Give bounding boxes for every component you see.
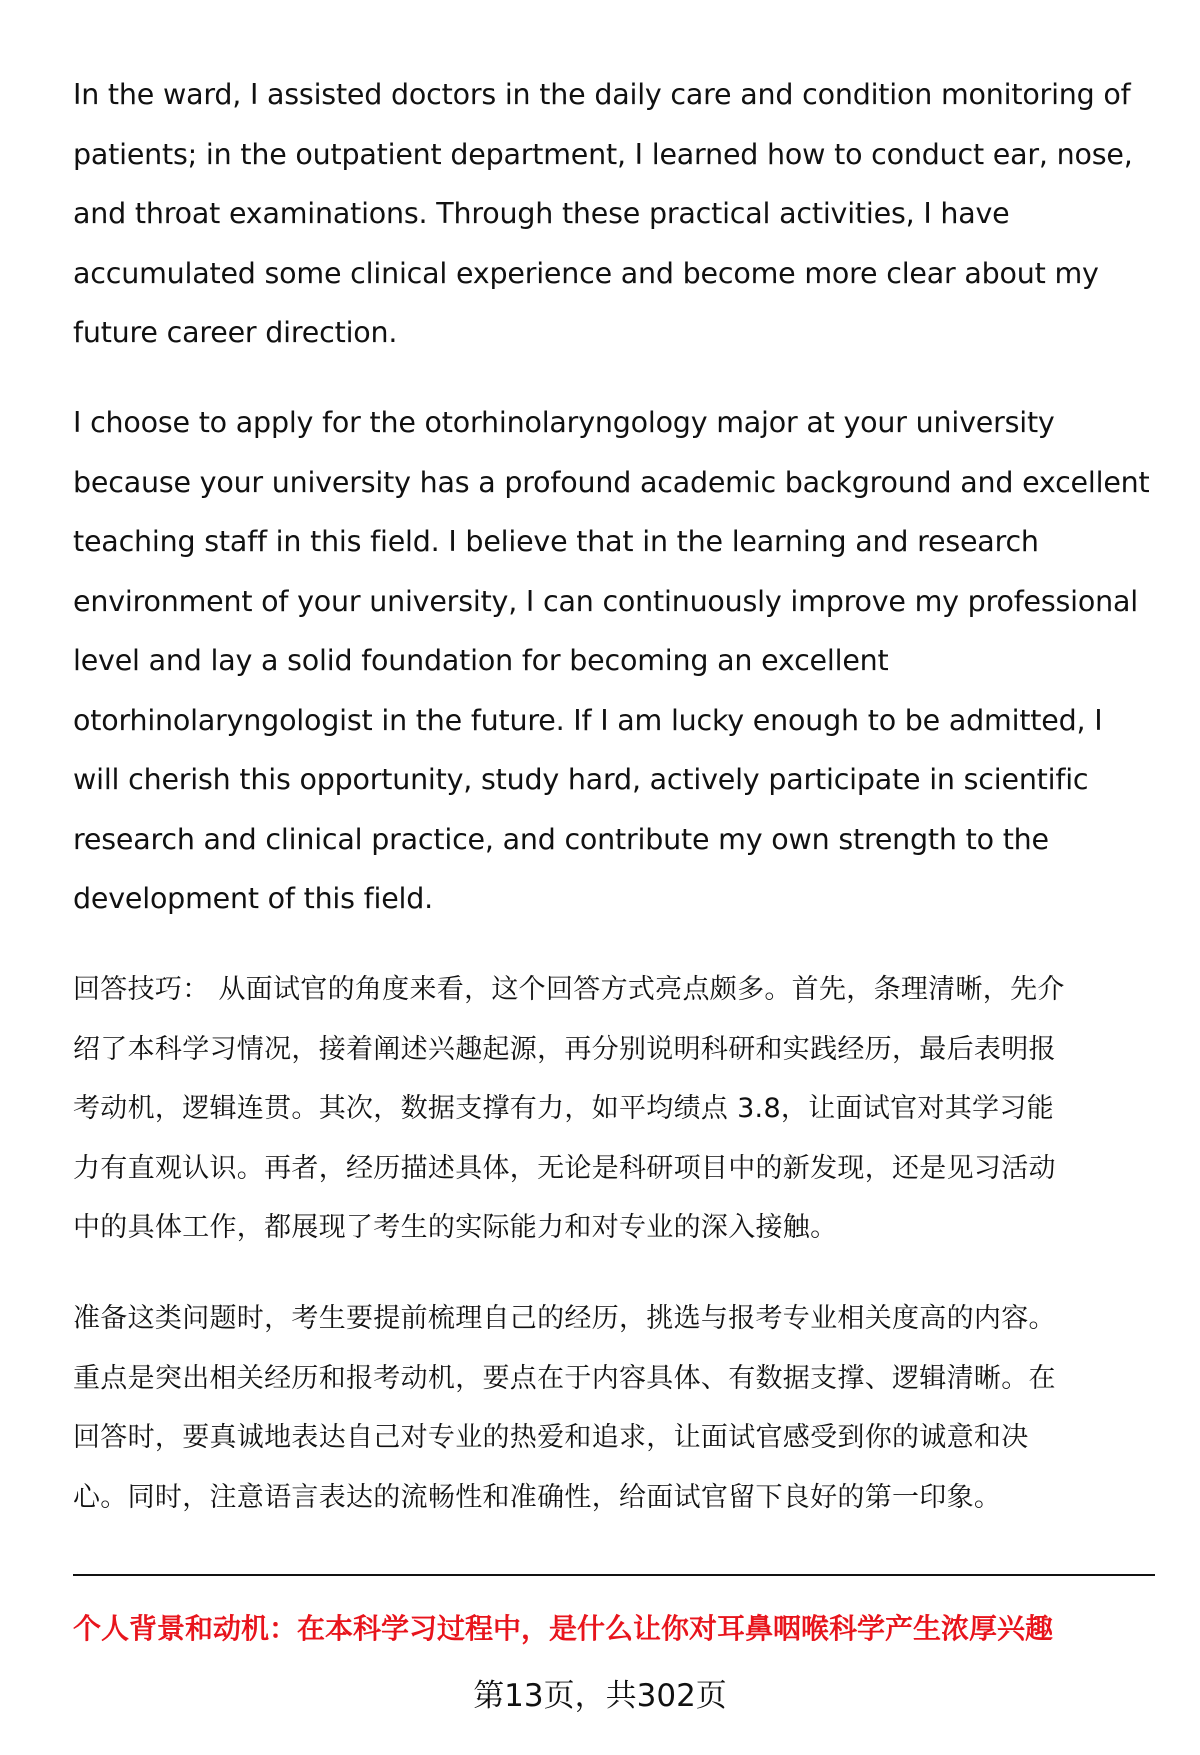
paragraph-line: accumulated some clinical experience and become more clear about my (73, 256, 1099, 290)
paragraph-line: In the ward, I assisted doctors in the daily care and condition monitoring of (73, 78, 1131, 111)
paragraph-line: and throat examinations. Through these practical activities, I have (73, 197, 1010, 230)
paragraph-line: otorhinolaryngologist in the future. If I am lucky enough to be admitted, I (73, 703, 1103, 737)
paragraph-line: 力有直观认识。再者，经历描述具体，无论是科研项目中的新发现，还是见习活动 (73, 1152, 1056, 1184)
paragraph-line: future career direction. (73, 316, 398, 349)
paragraph-line: 考动机，逻辑连贯。其次，数据支撑有力，如平均绩点 3.8，让面试官对其学习能 (73, 1093, 1054, 1124)
paragraph-line: 心。同时，注意语言表达的流畅性和准确性，给面试官留下良好的第一印象。 (73, 1481, 1002, 1513)
paragraph-line: environment of your university, I can continuously improve my professional (73, 584, 1138, 618)
section-divider (73, 1574, 1155, 1576)
paragraph-line: 准备这类问题时，考生要提前梳理自己的经历，挑选与报考专业相关度高的内容。 (73, 1303, 1056, 1334)
paragraph-line: teaching staff in this field. I believe that in the learning and research (73, 525, 1039, 558)
paragraph-line: patients; in the outpatient department, I learned how to conduct ear, nose, (73, 137, 1133, 171)
page-number: 第13页，共302页 (473, 1678, 727, 1714)
section-heading: 个人背景和动机：在本科学习过程中，是什么让你对耳鼻咽喉科学产生浓厚兴趣 (73, 1612, 1054, 1645)
paragraph-line: 绍了本科学习情况，接着阐述兴趣起源，再分别说明科研和实践经历，最后表明报 (73, 1033, 1056, 1065)
paragraph-line: research and clinical practice, and contribute my own strength to the (73, 822, 1049, 856)
paragraph-line: 回答技巧： 从面试官的角度来看，这个回答方式亮点颇多。首先，条理清晰，先介 (73, 974, 1065, 1005)
paragraph-line: because your university has a profound academic background and excellent (73, 465, 1150, 499)
paragraph-line: 重点是突出相关经历和报考动机，要点在于内容具体、有数据支撑、逻辑清晰。在 (73, 1362, 1056, 1394)
paragraph-line: development of this field. (73, 882, 434, 915)
paragraph-line: level and lay a solid foundation for becoming an excellent (73, 644, 889, 677)
paragraph-line: 回答时，要真诚地表达自己对专业的热爱和追求，让面试官感受到你的诚意和决 (73, 1422, 1029, 1453)
paragraph-line: I choose to apply for the otorhinolaryngology major at your university (73, 406, 1055, 439)
paragraph-line: will cherish this opportunity, study hard, actively participate in scientific (73, 763, 1089, 796)
paragraph-line: 中的具体工作，都展现了考生的实际能力和对专业的深入接触。 (73, 1212, 838, 1243)
